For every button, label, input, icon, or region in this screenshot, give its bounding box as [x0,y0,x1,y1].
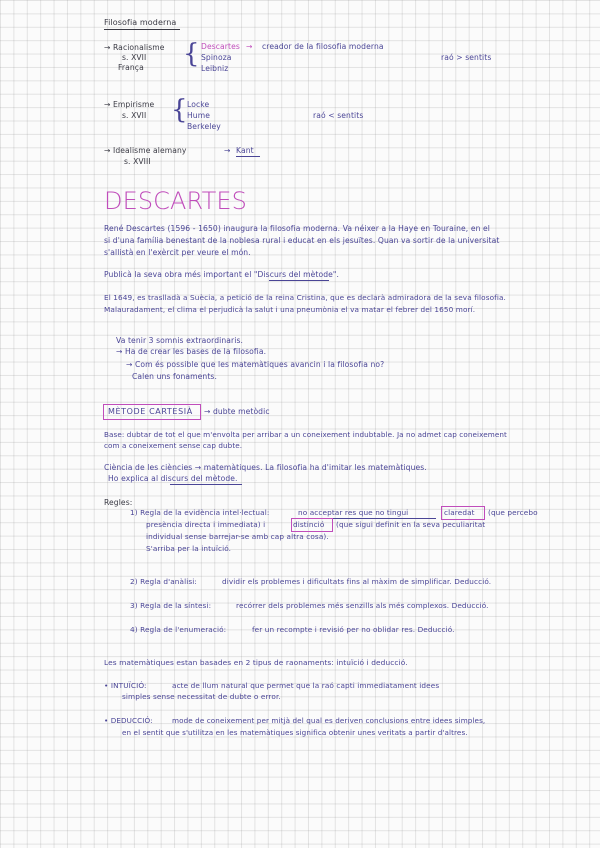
model-line-2: Ho explica al discurs del mètode. [108,474,238,483]
model-line-1: Ciència de les ciències → matemàtiques. La filosofia ha d'imitar les matemàtiques. [104,463,427,472]
title-underline [104,29,180,30]
empiricism-century: s. XVII [122,111,147,120]
rationalism-place: França [118,63,144,72]
death-line-1: El 1649, es traslladà a Suècia, a petició de la reina Cristina, que es declarà admiradora de la seva filosofia. [104,293,506,302]
kant-underline [236,156,260,157]
intuition-term: • INTUÏCIÓ: [104,681,147,690]
model-underline [170,484,242,485]
author-descartes: Descartes [201,42,240,51]
rule-1-line-3: individual sense barrejar-se amb cap altra cosa). [146,532,329,541]
empiricism-relation: raó < sentits [313,111,364,120]
deduction-line-2: en el sentit que s'utilitza en les matemàtiques significa obtenir unes veritats a partir d'altres. [122,728,468,737]
author-leibniz: Leibniz [201,64,229,73]
intuition-line-2: simples sense necessitat de dubte o error. [122,692,281,701]
rule-2-text: dividir els problemes i dificultats fins al màxim de simplificar. Deducció. [222,577,492,586]
base-line-2: com a coneixement sense cap dubte. [104,441,243,450]
page-title: Filosofia moderna [104,18,177,27]
rule-3-text: recórrer dels problemes més senzills als més complexos. Deducció. [236,601,489,610]
idealism-label: → Idealisme alemany [104,146,187,155]
work-line: Publicà la seva obra més important el "Discurs del mètode". [104,270,340,279]
bio-line-3: s'allistà en l'exèrcit per veure el món. [104,248,251,257]
rules-label: Regles: [104,498,133,507]
rule-4-text: fer un recompte i revisió per no oblidar res. Deducció. [252,625,455,634]
work-underline [269,280,329,281]
rule-1-distincio: distinció [293,520,325,529]
rule-3-lead: 3) Regla de la síntesi: [130,601,212,610]
bio-line-1: René Descartes (1596 - 1650) inaugura la filosofia moderna. Va néixer a la Haye en Touraine, en el [104,224,491,233]
author-hume: Hume [187,111,210,120]
author-locke: Locke [187,100,210,109]
rule-1-line-2b: (que sigui definit en la seva peculiaritat [336,520,486,529]
rationalism-century: s. XVII [122,53,147,62]
base-line-1: Base: dubtar de tot el que m'envolta per arribar a un coneixement indubtable. Ja no admet cap coneixement [104,430,507,439]
rule-4-lead: 4) Regla de l'enumeració: [130,625,227,634]
bio-line-2: si d'una família benestant de la noblesa rural i educat en els jesuïtes. Quan va sortir de la universitat [104,236,500,245]
rule-1-lead: 1) Regla de la evidència intel·lectual: [130,508,270,517]
creator-arrow: → [246,42,253,51]
rationalism-brace: { [183,39,200,69]
dreams-intro: Va tenir 3 somnis extraordinaris. [116,336,244,345]
idealism-century: s. XVIII [124,157,151,166]
empiricism-label: → Empirisme [104,100,155,109]
rule-1-text-2: (que percebo [488,508,538,517]
deduction-term: • DEDUCCIÓ: [104,716,153,725]
author-berkeley: Berkeley [187,122,221,131]
method-heading: MÈTODE CARTESIÀ [108,407,193,416]
death-line-2: Malauradament, el clima el perjudicà la salut i una pneumònia el va matar el febrer del 1650 morí. [104,305,476,314]
deduction-line-1: mode de coneixement per mitjà del qual es deriven conclusions entre idees simples, [172,716,486,725]
idealism-arrow: → [224,146,231,155]
section-title: DESCARTES [104,187,247,215]
author-spinoza: Spinoza [201,53,232,62]
method-subtitle: → dubte metòdic [204,407,270,416]
empiricism-brace: { [171,95,188,125]
dreams-line-3: Calen uns fonaments. [132,372,217,381]
math-intro: Les matemàtiques estan basades en 2 tipus de raonaments: intuïció i deducció. [104,658,408,667]
rationalism-relation: raó > sentits [441,53,492,62]
author-kant: Kant [236,146,254,155]
rule-2-lead: 2) Regla d'anàlisi: [130,577,197,586]
rationalism-label: → Racionalisme [104,43,165,52]
intuition-line-1: acte de llum natural que permet que la raó capti immediatament idees [172,681,440,690]
rule-1-claredat: claredat [444,508,475,517]
rule-1-line-2a: presència directa i immediata) i [146,520,266,529]
dreams-line-2: → Com és possible que les matemàtiques avancin i la filosofia no? [126,360,385,369]
rule-1-text-1: no acceptar res que no tingui [298,508,409,517]
dreams-line-1: → Ha de crear les bases de la filosofia. [116,347,267,356]
rule-1-line-4: S'arriba per la intuïció. [146,544,232,553]
descartes-creator-note: creador de la filosofia moderna [262,42,384,51]
